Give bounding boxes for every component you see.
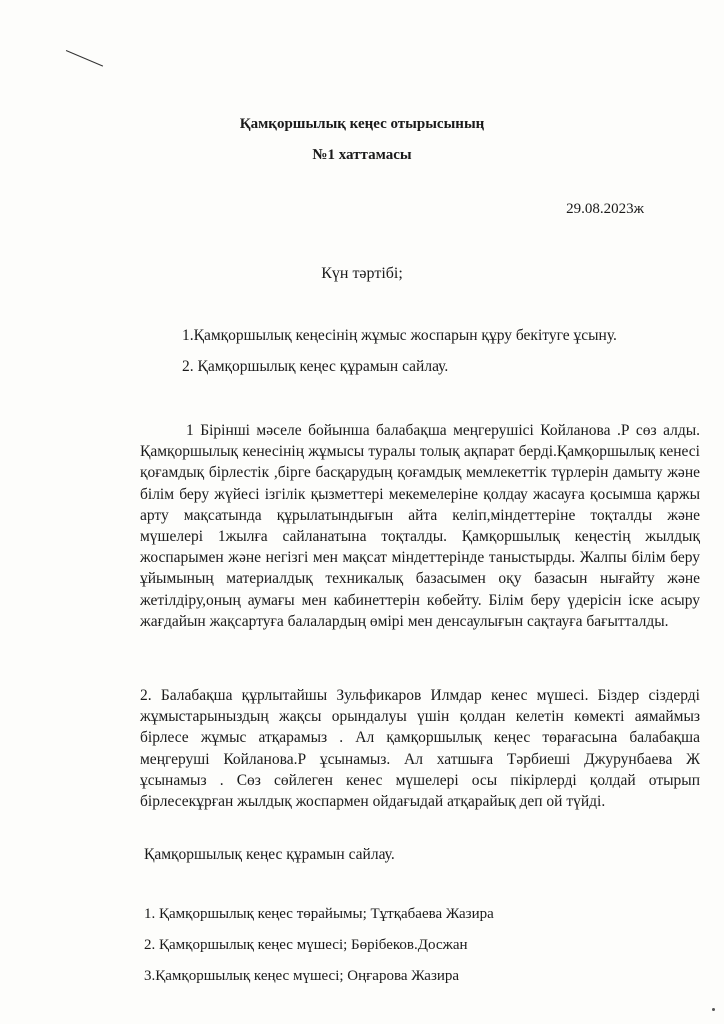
- scan-dot: [712, 1008, 715, 1011]
- agenda-title: Күн тәртібі;: [321, 265, 403, 282]
- member-list-item: 2. Қамқоршылық кеңес мүшесі; Бөрібеков.Досжан: [144, 937, 468, 953]
- paragraph-first-question: 1 Бірінші мәселе бойынша балабақша меңгерушісі Койланова .Р сөз алды. Қамқоршылық кенесінің жұмысы туралы толық ақпарат берді.Қамқоршылық кенесі қоғамдық бірлестік ,бірге басқарудың қоғамдық мемлекеттік түрлерін дамыту және білім беру жүйесі ізгілік қызметтері мекемелеріне қолдау жасауға қосымша қаржы арту мақсатында құрылатындығын айта келіп,міндеттеріне тоқталды және мүшелері 1жылға сайланатына тоқталды. Қамқоршылық кеңестің жылдық жоспарымен және негізгі мен мақсат міндеттерінде таныстырды. Жалпы білім беру ұйымының материалдық техникалық базасымен оқу базасын нығайту және жетілдіру,оның аумағы мен кабинеттерін көбейту. Білім беру үдерісін іске асыру жағдайын жақсартуға балалардың өмірі мен денсаулығын сақтауға бағытталды.: [140, 422, 700, 630]
- paragraph-second-question: 2. Балабақша құрлытайшы Зульфикаров Илмдар кенес мүшесі. Біздер сіздерді жұмыстарыныздың жақсы орындалуы үшін қолдан келетін көмекті аямаймыз бірлесе жұмыс атқарамыз . Ал қамқоршылық кеңес төрағасына балабақша меңгеруші Койланова.Р ұсынамыз. Ал хатшыға Тәрбиеші Джурунбаева Ж ұсынамыз . Сөз сөйлеген кенес мүшелері осы пікірлерді қолдай отырып бірлесекұрған жылдық жоспармен ойдағыдай атқарайық деп ой түйді.: [140, 687, 700, 811]
- document-title-line2: №1 хаттамасы: [312, 147, 412, 163]
- agenda-item: 1.Қамқоршылық кеңесінің жұмыс жоспарын құру бекітуге ұсыну.: [182, 327, 617, 344]
- agenda-item: 2. Қамқоршылық кеңес құрамын сайлау.: [182, 358, 449, 375]
- document-title-line1: Қамқоршылық кеңес отырысының: [239, 116, 485, 132]
- section-title: Қамқоршылық кеңес құрамын сайлау.: [144, 846, 395, 863]
- member-list-item: 3.Қамқоршылық кеңес мүшесі; Оңғарова Жазира: [144, 968, 460, 984]
- scan-pen-mark: [66, 50, 103, 67]
- member-list-item: 1. Қамқоршылық кеңес төрайымы; Тұтқабаева Жазира: [144, 906, 494, 922]
- document-date: 29.08.2023ж: [566, 201, 644, 217]
